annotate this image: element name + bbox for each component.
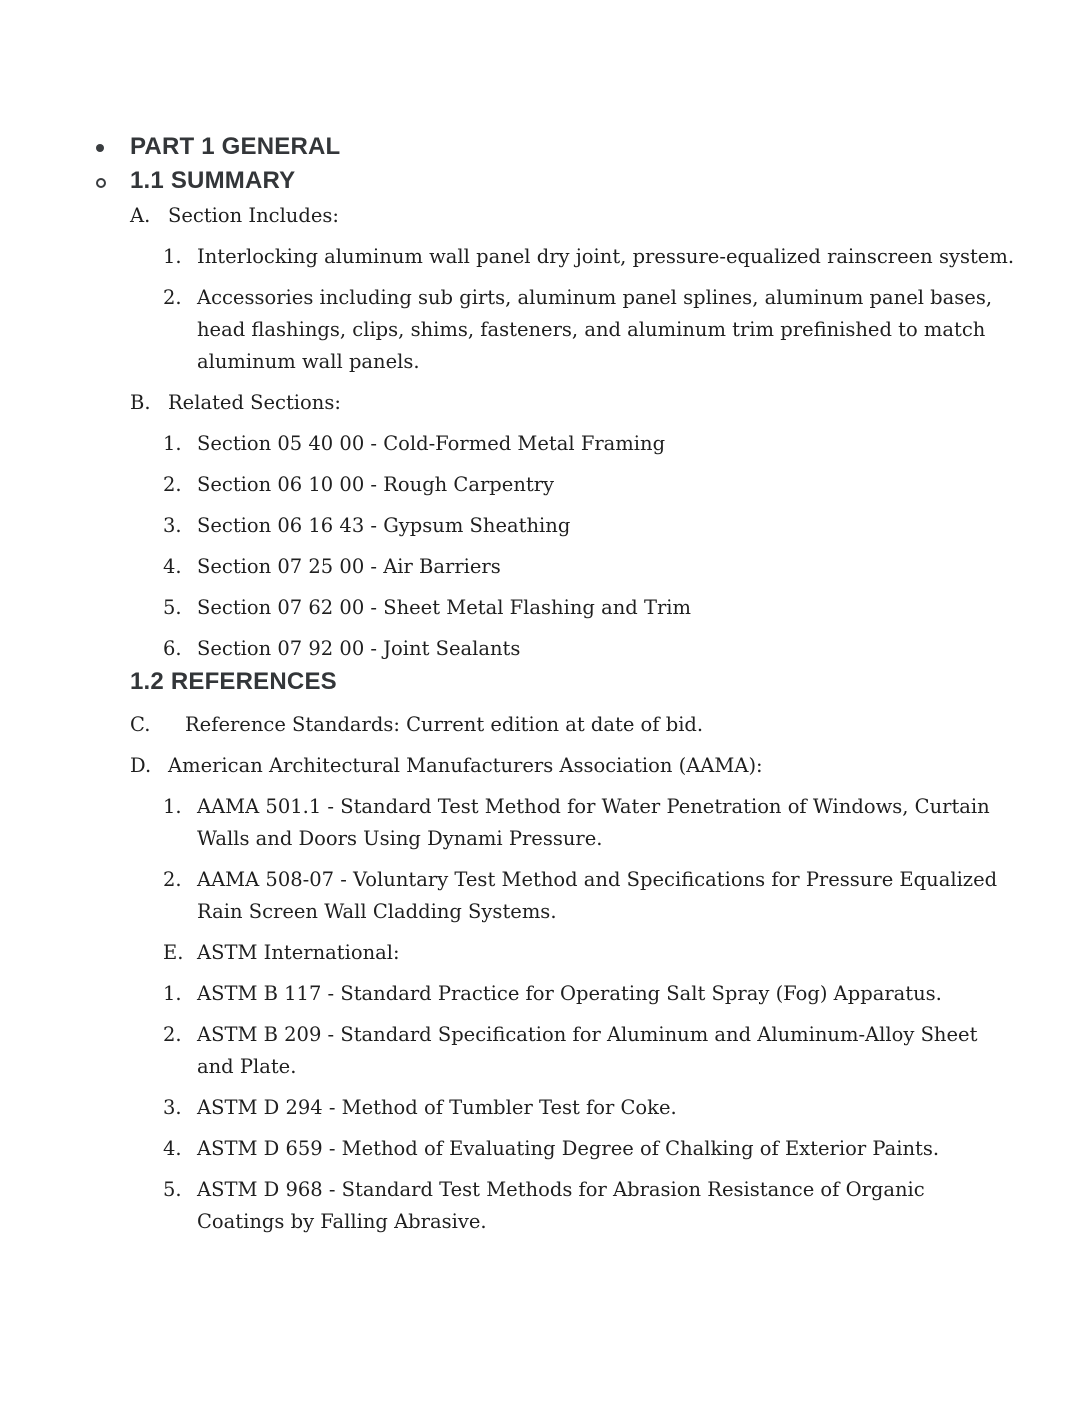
list-item-marker: 2. [163,868,182,891]
list-item-text [197,592,691,624]
references-heading: 1.2 REFERENCES [130,668,337,695]
list-item-b [0,387,1088,419]
list-item-marker: 5. [163,1178,182,1201]
text-line: and Plate. [197,1055,297,1078]
text-line: Section 06 16 43 - Gypsum Sheathing [197,514,571,537]
text-line: head flashings, clips, shims, fasteners, and aluminum trim prefinished to match [197,318,986,341]
text-line: ASTM B 209 - Standard Specification for Aluminum and Aluminum-Alloy Sheet [197,1023,978,1046]
text-line: Section 05 40 00 - Cold-Formed Metal Framing [197,432,666,455]
list-item-e [0,937,1088,969]
list-item-text [197,1174,925,1238]
list-item [0,1092,1088,1124]
text-line: Related Sections: [168,391,341,414]
disc-bullet-icon [96,144,104,152]
list-item-text [197,864,997,928]
list-item-c [0,709,1088,741]
summary-heading-row [0,164,1088,198]
text-line: ASTM D 294 - Method of Tumbler Test for Coke. [197,1096,677,1119]
text-line: Reference Standards: Current edition at date of bid. [185,713,704,736]
text-line: Section Includes: [168,204,339,227]
text-line: AAMA 508-07 - Voluntary Test Method and Specifications for Pressure Equalized [197,868,998,891]
list-item-marker: 4. [163,1137,182,1160]
list-item-text [197,510,570,542]
list-item-marker: 2. [163,473,182,496]
list-item-text [168,200,339,232]
part-heading-row [0,130,1088,164]
list-item [0,633,1088,665]
text-line: Section 07 62 00 - Sheet Metal Flashing and Trim [197,596,692,619]
list-item-a [0,200,1088,232]
list-item-text [197,469,554,501]
text-line: AAMA 501.1 - Standard Test Method for Water Penetration of Windows, Curtain [197,795,990,818]
part-heading: PART 1 GENERAL [130,133,341,160]
list-item-marker: E. [163,941,184,964]
list-item-marker: C. [130,713,151,736]
list-item-marker: 6. [163,637,182,660]
list-item-marker: 4. [163,555,182,578]
text-line: American Architectural Manufacturers Association (AAMA): [168,754,763,777]
list-item [0,510,1088,542]
text-line: Walls and Doors Using Dynami Pressure. [197,827,603,850]
list-item-marker: 1. [163,432,182,455]
list-item [0,551,1088,583]
list-item-text [168,750,763,782]
text-line: Interlocking aluminum wall panel dry joint, pressure-equalized rainscreen system. [197,245,1015,268]
list-item-text [185,709,703,741]
list-item-text [197,937,400,969]
list-item [0,864,1088,928]
list-item-marker: 2. [163,1023,182,1046]
text-line: ASTM B 117 - Standard Practice for Operating Salt Spray (Fog) Apparatus. [197,982,942,1005]
text-line: ASTM International: [197,941,400,964]
list-item-marker: D. [130,754,152,777]
text-line: aluminum wall panels. [197,350,420,373]
list-item [0,428,1088,460]
list-item-marker: 1. [163,795,182,818]
list-item-text [197,551,501,583]
list-item [0,1019,1088,1083]
text-line: Section 07 25 00 - Air Barriers [197,555,501,578]
list-item-marker: 1. [163,245,182,268]
list-item [0,241,1088,273]
list-item-text [197,241,1014,273]
list-item-text [197,1019,977,1083]
list-item-text [197,633,520,665]
list-item-marker: A. [130,204,151,227]
summary-heading: 1.1 SUMMARY [130,167,296,194]
list-item-marker: 2. [163,286,182,309]
heading-bullet-gutter [0,164,130,188]
list-item-marker: 5. [163,596,182,619]
list-item [0,791,1088,855]
list-item-text [197,282,992,378]
list-item-d [0,750,1088,782]
list-item-text [197,1133,939,1165]
list-item-text [197,791,990,855]
text-line: ASTM D 659 - Method of Evaluating Degree of Chalking of Exterior Paints. [197,1137,940,1160]
list-item [0,1174,1088,1238]
text-line: Section 06 10 00 - Rough Carpentry [197,473,555,496]
text-line: Coatings by Falling Abrasive. [197,1210,487,1233]
list-item [0,469,1088,501]
list-item [0,282,1088,378]
text-line: Rain Screen Wall Cladding Systems. [197,900,557,923]
list-item-marker: 3. [163,1096,182,1119]
list-item [0,592,1088,624]
list-item [0,978,1088,1010]
list-item-text [197,978,942,1010]
list-item-text [197,1092,677,1124]
heading-bullet-gutter [0,130,130,152]
list-item-text [197,428,665,460]
circle-bullet-icon [96,178,106,188]
text-line: Section 07 92 00 - Joint Sealants [197,637,521,660]
list-item [0,1133,1088,1165]
list-item-marker: B. [130,391,151,414]
list-item-marker: 1. [163,982,182,1005]
text-line: Accessories including sub girts, aluminum panel splines, aluminum panel bases, [197,286,993,309]
text-line: ASTM D 968 - Standard Test Methods for Abrasion Resistance of Organic [197,1178,925,1201]
list-item-text [168,387,341,419]
list-item-marker: 3. [163,514,182,537]
